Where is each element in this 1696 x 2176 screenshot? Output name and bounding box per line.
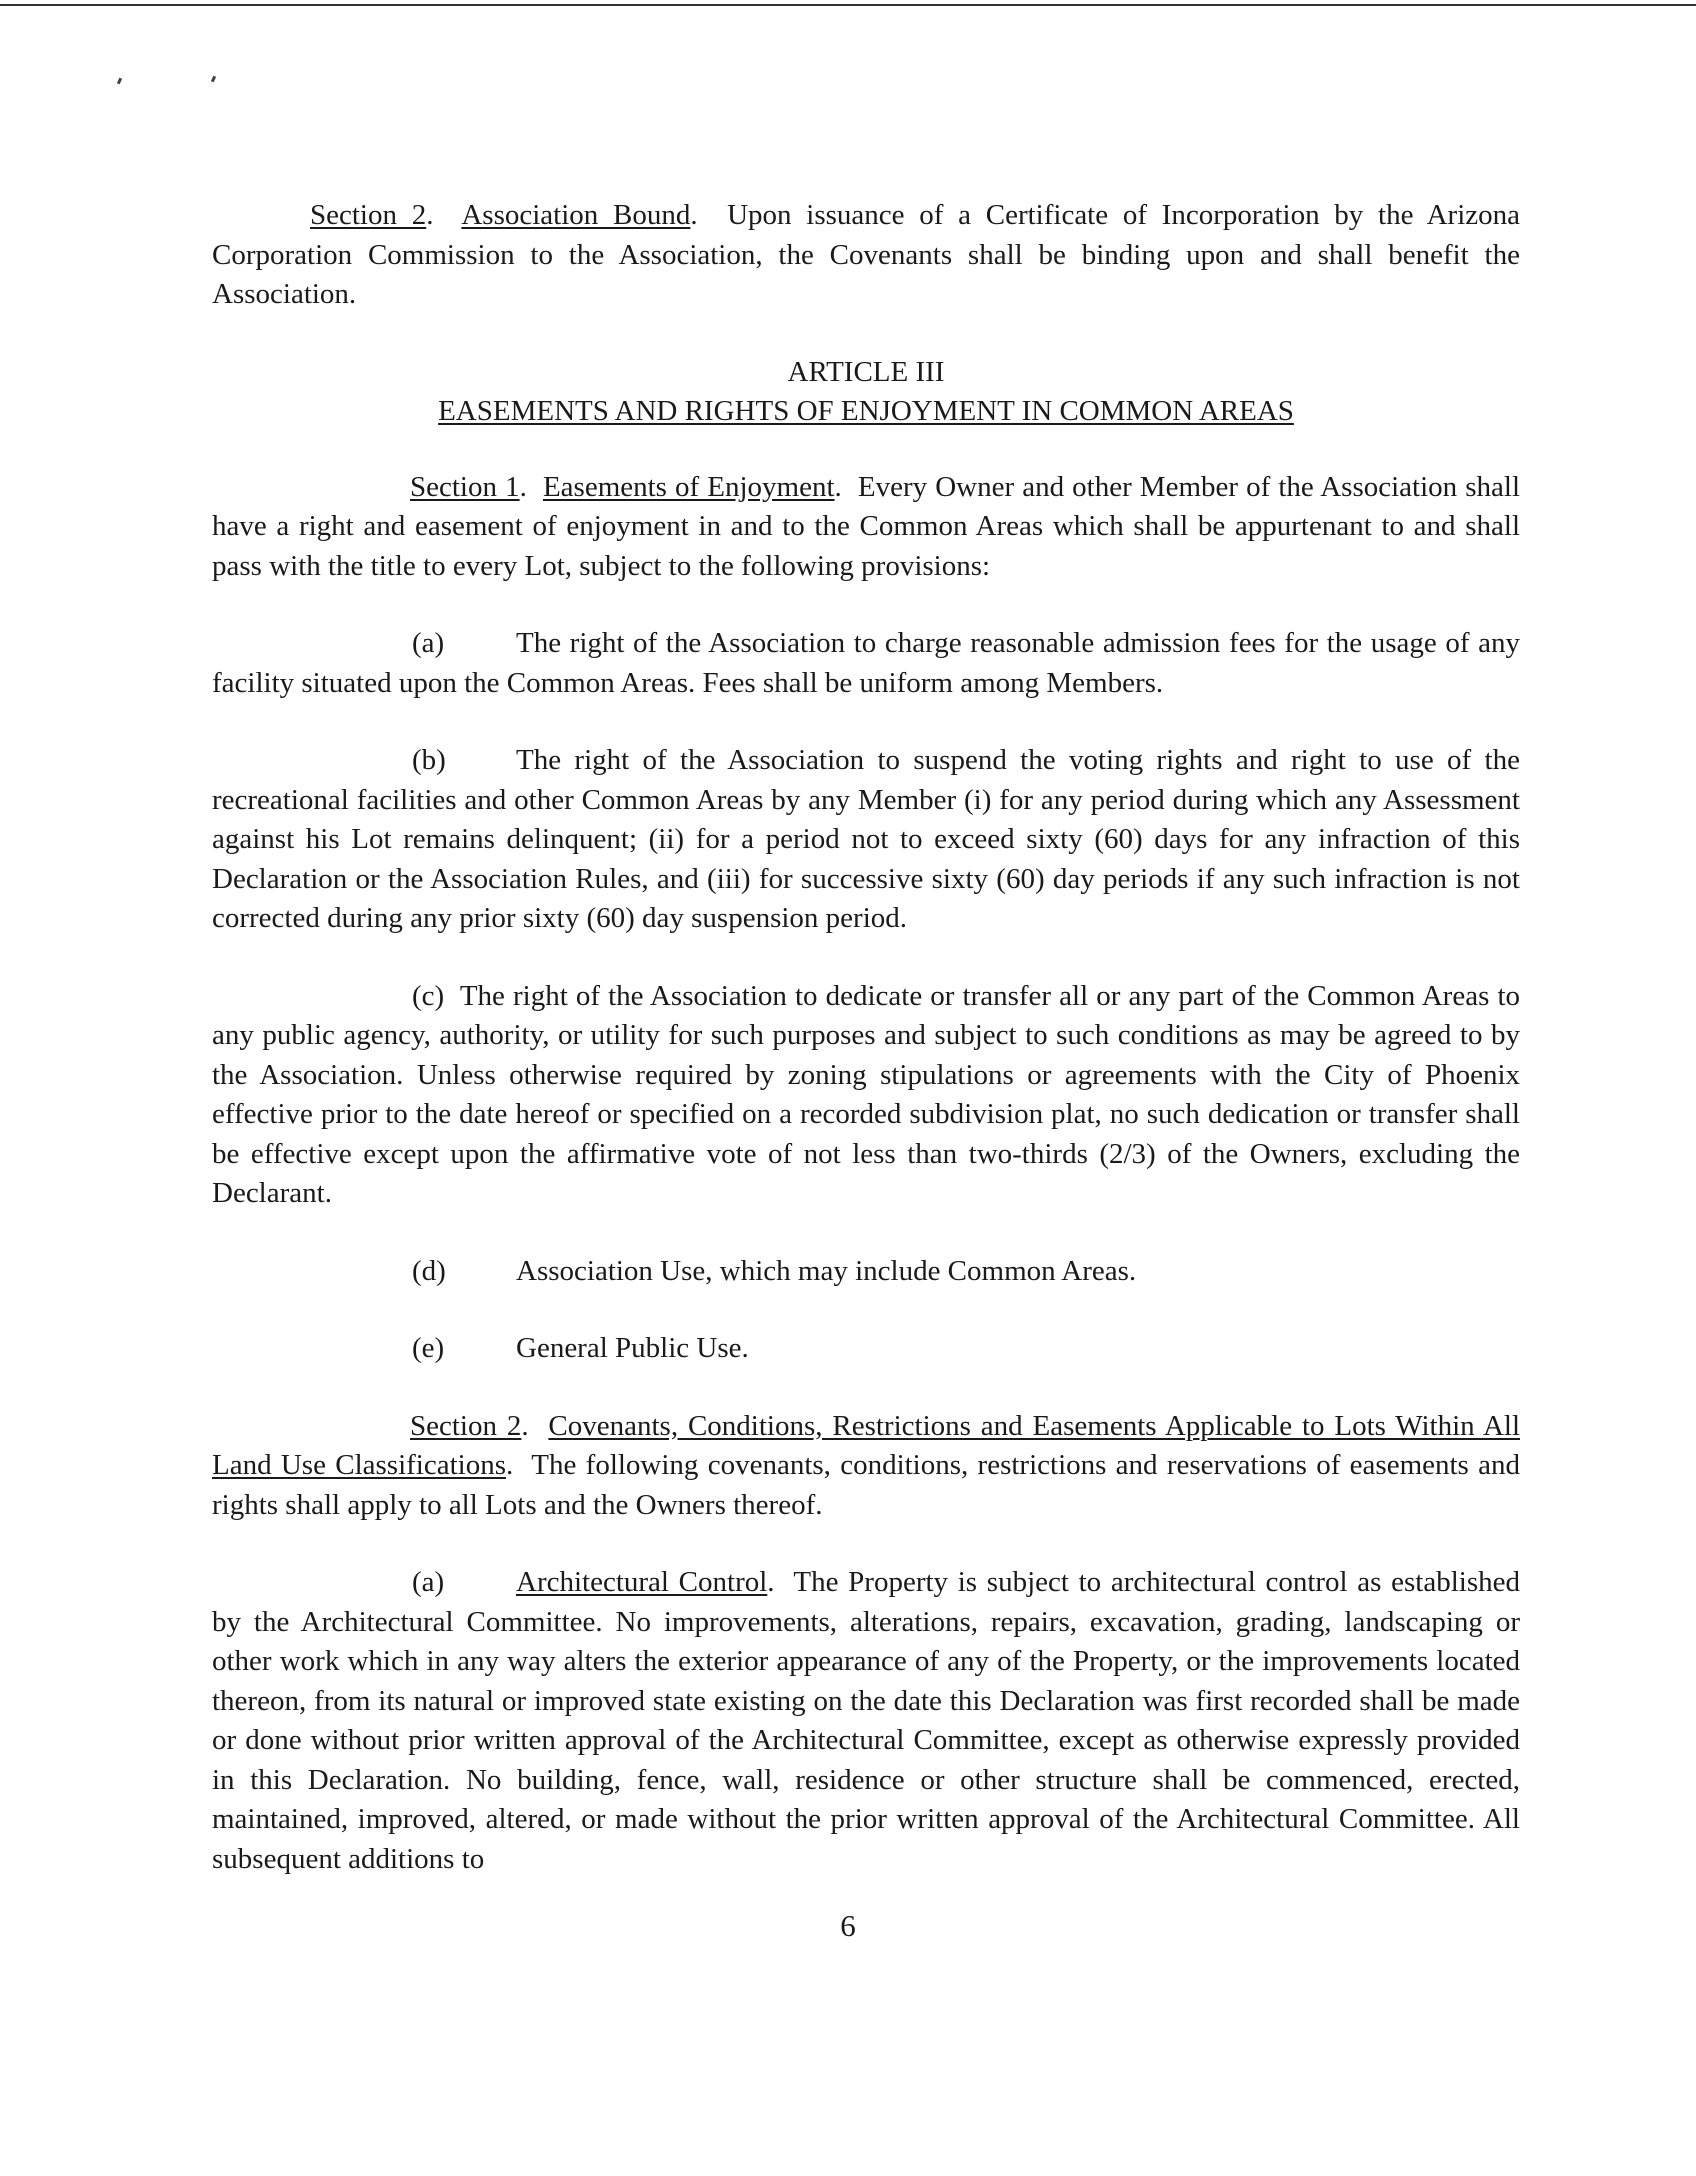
section-heading: Section 2 xyxy=(310,199,427,231)
provision-label: (e) xyxy=(412,1332,445,1364)
section-title: Covenants, Conditions, Restrictions and Easements Applicable to Lots Within All Land Use Classifications xyxy=(212,1409,1521,1481)
provision-d xyxy=(212,1252,1520,1292)
architectural-control: (a) Architectural Control. The Property is subject to architectural control as established by the Architectural Committee. No improvements, alterations, repairs, excavation, grading, landscaping or other work which in any way alters the exterior appearance of any of the Property, or the improvements located thereon, from its natural or improved state existing on the date this Declaration was first recorded shall be made or done without prior written approval of the Architectural Committee, except as otherwise expressly provided in this Declaration. No building, fence, wall, residence or other structure shall be commenced, erected, maintained, improved, altered, or made without the prior written approval of the Architectural Committee. All subsequent additions to xyxy=(212,1563,1520,1879)
provision-label: (c) xyxy=(412,979,445,1012)
provision-b xyxy=(212,741,1520,939)
provision-text: The right of the Association to dedicate or transfer all or any part of the Common Areas to any public agency, authority, or utility for such purposes and subject to such conditions as may be agreed to by the Association. Unless otherwise required by zoning stipulations or agreements with the City of Phoenix effective prior to the date hereof or specified on a recorded subdivision plat, no such dedication or transfer shall be effective except upon the affirmative vote of not less than two-thirds (2/3) of the Owners, excluding the Declarant. xyxy=(212,979,1521,1209)
provision-label: (d) xyxy=(412,1254,446,1287)
provision-text: The right of the Association to charge reasonable admission fees for the usage of any facility situated upon the Common Areas. Fees shall be uniform among Members. xyxy=(212,627,1520,699)
provision-c xyxy=(212,977,1520,1214)
provision-a xyxy=(212,624,1520,703)
section-text: The following covenants, conditions, restrictions and reservations of easements and rights shall apply to all Lots and the Owners thereof. xyxy=(212,1449,1520,1521)
provision-title: Architectural Control xyxy=(516,1566,768,1598)
provision-text: General Public Use. xyxy=(516,1332,749,1364)
section-text: Every Owner and other Member of the Association shall have a right and easement of enjoyment in and to the Common Areas which shall be appurtenant to and shall pass with the title to every Lot, subject to the following provisions: xyxy=(212,470,1521,582)
provision-label: (b) xyxy=(412,744,446,776)
section-2-association-bound: Section 2. Association Bound. Upon issuance of a Certificate of Incorporation by the Arizona Corporation Commission to the Association, the Covenants shall be binding upon and shall benefit the Association. xyxy=(212,199,1520,310)
article-title: EASEMENTS AND RIGHTS OF ENJOYMENT IN COMMON AREAS xyxy=(438,395,1294,427)
provision-text: The right of the Association to suspend the voting rights and right to use of the recreational facilities and other Common Areas by any Member (i) for any period during which any Assessment against his Lot remains delinquent; (ii) for a period not to exceed sixty (60) days for any infraction of this Declaration or the Association Rules, and (iii) for successive sixty (60) day periods if any such infraction is not corrected during any prior sixty (60) day suspension period. xyxy=(212,744,1520,934)
section-1-easements: Section 1. Easements of Enjoyment. Every Owner and other Member of the Association shall have a right and easement of enjoyment in and to the Common Areas which shall be appurtenant to and shall pass with the title to every Lot, subject to the following provisions: xyxy=(212,470,1521,582)
section-2-covenants: Section 2. Covenants, Conditions, Restrictions and Easements Applicable to Lots Within All Land Use Classifications. The following covenants, conditions, restrictions and reservations of easements and rights shall apply to all Lots and the Owners thereof. xyxy=(212,1409,1521,1521)
article-number: ARTICLE III xyxy=(787,355,945,388)
scan-top-rule xyxy=(0,4,1696,6)
provision-e xyxy=(212,1329,1520,1369)
provision-label: (a) xyxy=(412,627,445,659)
page-number: 6 xyxy=(840,1908,856,1943)
scan-artifact-mark xyxy=(117,78,122,85)
section-heading: Section 2 xyxy=(410,1409,522,1442)
scan-artifact-mark xyxy=(211,76,216,83)
section-text: Upon issuance of a Certificate of Incorporation by the Arizona Corporation Commission to the Association, the Covenants shall be binding upon and shall benefit the Association. xyxy=(212,199,1520,310)
section-title: Easements of Enjoyment xyxy=(542,470,835,503)
section-heading: Section 1 xyxy=(410,470,520,503)
provision-label: (a) xyxy=(412,1566,445,1598)
document-page xyxy=(212,196,1520,1879)
provision-text: The Property is subject to architectural control as established by the Architectural Committee. No improvements, alterations, repairs, excavation, grading, landscaping or other work which in any way alters the exterior appearance of any of the Property, or the improvements located thereon, from its natural or improved state existing on the date this Declaration was first recorded shall be made or done without prior written approval of the Architectural Committee, except as otherwise expressly provided in this Declaration. No building, fence, wall, residence or other structure shall be commenced, erected, maintained, improved, altered, or made without the prior written approval of the Architectural Committee. All subsequent additions to xyxy=(212,1566,1520,1875)
section-title: Association Bound xyxy=(461,199,691,231)
provision-text: Association Use, which may include Common Areas. xyxy=(516,1254,1137,1287)
